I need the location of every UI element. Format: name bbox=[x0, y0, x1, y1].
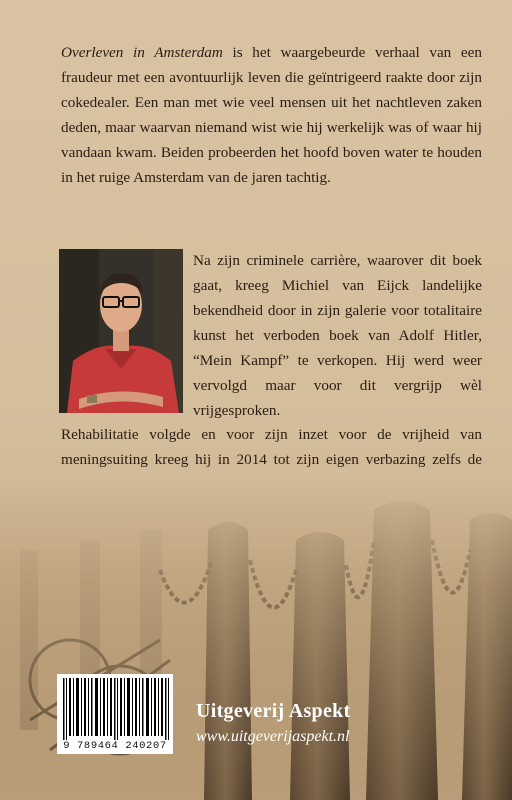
intro-text: is het waargebeurde verhaal van een fraudeur met een avontuurlijk leven die geïntrigeerd raakte door zijn cokedealer. Een man met wie veel mensen uit het nachtleven zaken deden, maar waarvan niemand wist wie hij werkelijk was of waar hij vandaan kwam. Beiden probeerden het hoofd boven water te houden in het ruige Amsterdam van de jaren tachtig. bbox=[61, 44, 483, 186]
intro-paragraph bbox=[61, 40, 482, 190]
isbn-number: 9 789464 240207 bbox=[63, 740, 167, 752]
bio-paragraph-full-width: Rehabilitatie volgde en voor zijn inzet voor de vrijheid van meningsuiting kreeg hij in 2014 tot zijn eigen verbazing zelfs de bbox=[61, 426, 482, 468]
isbn-barcode bbox=[57, 674, 173, 754]
publisher-name: Uitgeverij Aspekt bbox=[196, 700, 351, 722]
author-photo bbox=[59, 249, 183, 413]
publisher-url[interactable]: www.uitgeverijaspekt.nl bbox=[196, 728, 350, 745]
bio-paragraph-beside-photo: Na zijn criminele carrière, waarover dit boek gaat, kreeg Michiel van Eijck landelijke bekendheid door in zijn galerie voor totalitaire kunst het verboden boek van Adolf Hitler, “Mein Kampf” te verkopen. Hij werd weer vervolgd maar voor dit vergrijp wèl vrijgesproken. bbox=[193, 252, 482, 419]
book-title: Overleven in Amsterdam bbox=[61, 44, 223, 61]
